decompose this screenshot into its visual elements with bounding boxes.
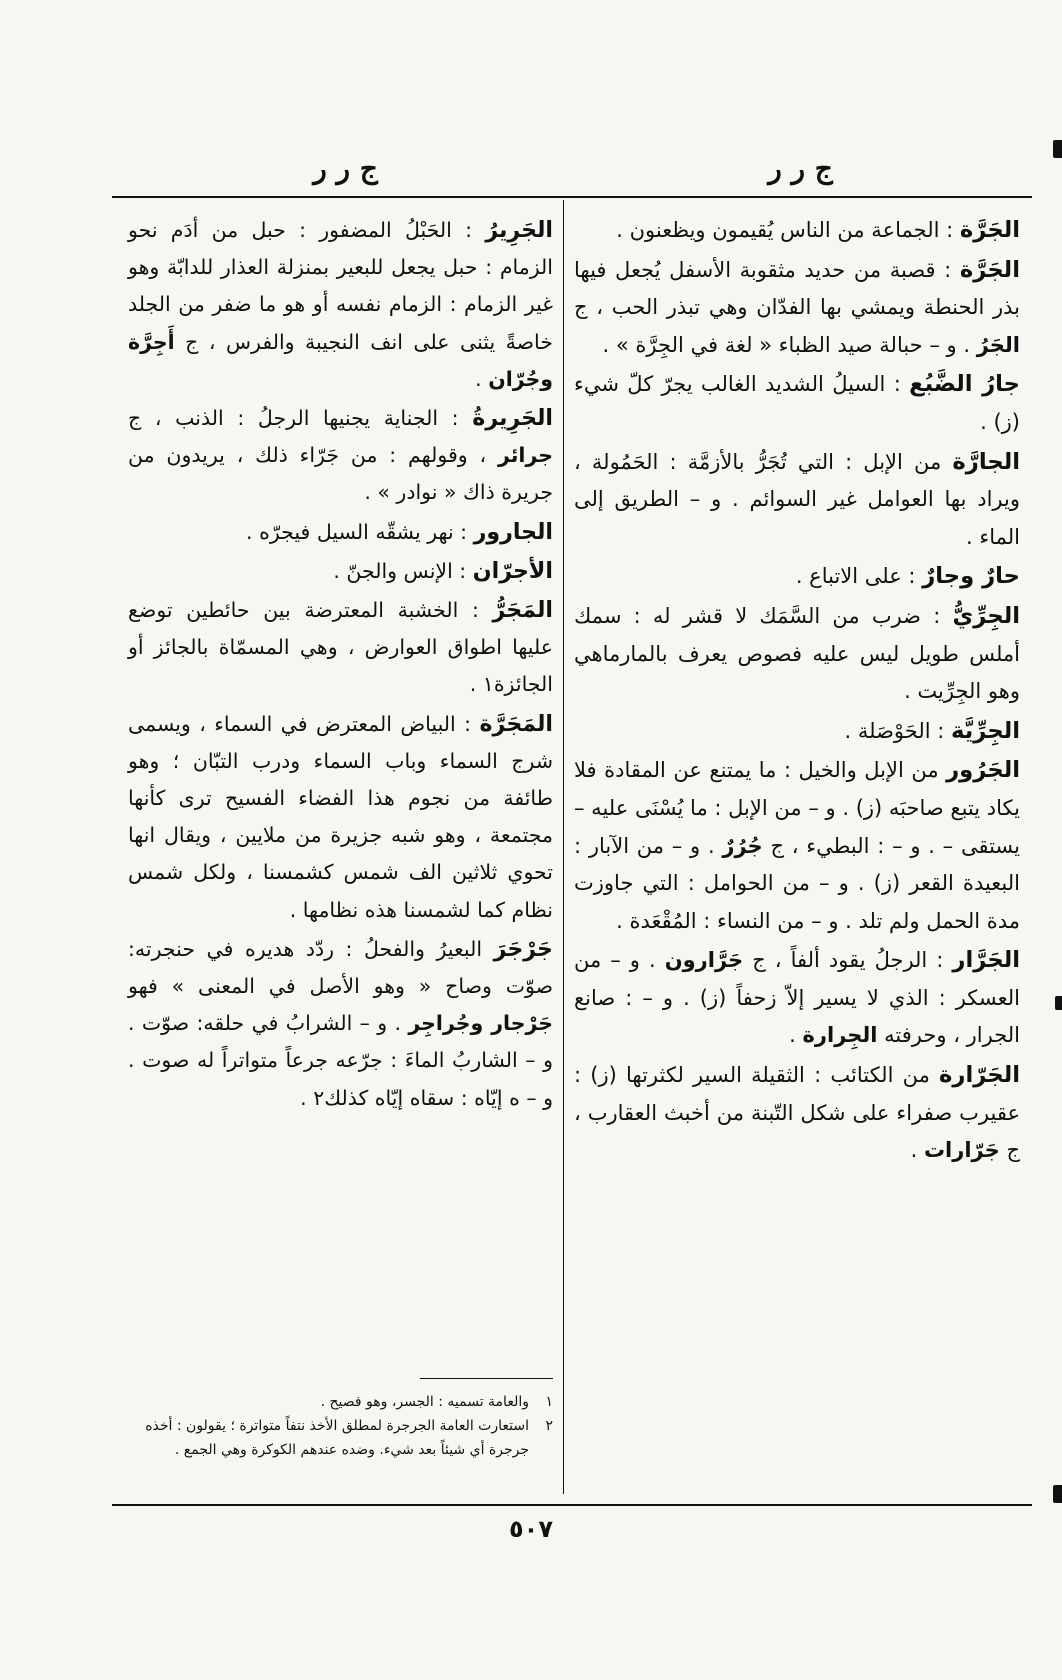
- page-header: [118, 152, 1028, 192]
- entry-plural: جُرُرٌ: [722, 833, 763, 858]
- footnote-text: والعامة تسميه : الجسر، وهو فصيح .: [320, 1394, 529, 1410]
- edge-mark-bottom: [1053, 1485, 1062, 1503]
- entry-headword: حارٌ وجارٌ: [922, 563, 1020, 590]
- entry-headword: الجارور: [473, 518, 553, 545]
- entry-text: : البياض المعترض في السماء ، ويسمى شرج السماء وباب السماء ودرب التبّان ؛ وهو طائفة من نجوم هذا الفضاء الفسيح ترى كأنها مجتمعة ، وهو شبه جزيرة من ملايين ، ويقال انها تحوي ثلاثين الف شمس كشمسنا ، ولكل شمس نظام كما لشمسنا هذه نظامها .: [128, 711, 553, 922]
- entry-text: . و – من الآبار : البعيدة القعر (ز) . و – من الحوامل : التي جاوزت مدة الحمل ولم تلد . و – من النساء : المُقْعَدة .: [574, 833, 1020, 933]
- entry: [574, 443, 1020, 557]
- entry-headword: الجَرَّار: [952, 947, 1020, 974]
- entry-text: .: [910, 1138, 918, 1163]
- entry: [574, 365, 1020, 441]
- right-column: [574, 212, 1020, 1171]
- footnote-number: ٢: [545, 1418, 553, 1434]
- entry-headword: الجَرِيرةُ: [472, 405, 553, 432]
- entry-plural: الجَرُ: [976, 332, 1020, 357]
- entry: [574, 557, 1020, 596]
- entry-text: .: [789, 1023, 796, 1048]
- edge-mark-middle: [1055, 996, 1062, 1010]
- entry-plural: جَرّارات: [923, 1138, 1000, 1163]
- entry: [574, 597, 1020, 711]
- entry-plural: أَجِرَّة وجُرّان: [128, 329, 553, 391]
- entry-headword: المَجَرُّ: [492, 597, 553, 624]
- entry: [574, 941, 1020, 1055]
- entry-text: . و – من العسكر : الذي لا يسير إلاّ زحفاً (ز) . و – : صانع الجرار ، وحرفته: [574, 948, 1020, 1048]
- entry: [128, 705, 553, 929]
- entry-headword: الجارَّة: [952, 448, 1020, 475]
- entry-text: : قصبة من حديد مثقوبة الأسفل يُجعل فيها بذر الحنطة ويمشي بها الفدّان وهي تبذر الحب ، ج: [574, 257, 1020, 320]
- entry: [574, 712, 1020, 751]
- entry-text: : ضرب من السَّمَك لا قشر له : سمك أملس طويل ليس عليه فصوص يعرف بالمارماهي وهو الجِرِّيت .: [574, 603, 1020, 704]
- entry-text: : الحَوْصَلة .: [844, 718, 945, 743]
- entry-text: . و – الشرابُ في حلقه: صوّت . و – الشاربُ الماءَ : جرّعه جرعاً متواتراً له صوت . و – ه إيّاه : سقاه إيّاه كذلك٢ .: [128, 1011, 553, 1110]
- footnote: [128, 1414, 553, 1462]
- entry-text: : الجماعة من الناس يُقيمون ويظعنون .: [616, 218, 954, 242]
- footnote-separator: [420, 1378, 553, 1379]
- entry: [128, 930, 553, 1117]
- footnote-number: ١: [545, 1394, 553, 1410]
- entry-headword: الجَرّارة: [939, 1062, 1020, 1089]
- entry-headword: الأجرّان: [472, 557, 553, 584]
- entry-derived-word: جَرْجار وجُراجِر: [408, 1011, 553, 1036]
- entry: [128, 552, 553, 590]
- edge-mark-top: [1053, 140, 1062, 158]
- footnote-text: استعارت العامة الجرجرة لمطلق الأخذ نتفاً متواترة ؛ يقولون : أخذه جرجرة أي شيئاً بعد شيء. وضده عندهم الكوكرة وهي الجمع .: [145, 1418, 529, 1458]
- entry-headword: الجَرَّة: [959, 256, 1020, 283]
- entry-text: من الكتائب : الثقيلة السير لكثرتها (ز) : عقيرب صفراء على شكل التّبنة من أخبث العقارب ، ج: [574, 1063, 1020, 1163]
- entry-text: : على الاتباع .: [795, 564, 916, 589]
- entry-text: من الإبل : التي تُجَرُّ بالأزمَّة : الحَمُولة ، ويراد بها العوامل غير السوائم . و – الطريق إلى الماء .: [574, 449, 1020, 549]
- entry-headword: الجِرِّيُّ: [952, 602, 1020, 629]
- footer-rule: [112, 1504, 1032, 1506]
- footnote: [128, 1390, 553, 1414]
- entry-text: : الجناية يجنيها الرجلُ : الذنب ، ج: [128, 406, 459, 431]
- left-column: [128, 212, 553, 1118]
- entry-headword: الجِرِّيَّة: [951, 717, 1020, 744]
- entry-text: : الخشبة المعترضة بين حائطين توضع عليها اطواق العوارض ، وهي المسمّاة بالجائز أو الجائزة١ .: [128, 598, 553, 697]
- entry-text: .: [475, 366, 482, 391]
- header-title-right: ج ر ر: [313, 152, 378, 185]
- entry: [574, 751, 1020, 940]
- entry: [574, 251, 1020, 365]
- page-number: ٥٠٧: [509, 1515, 553, 1543]
- entry-headword: جَرْجَرَ: [493, 935, 553, 962]
- entry-text: . و – حبالة صيد الظباء « لغة في الجِرَّة » .: [602, 332, 971, 357]
- entry-text: : الحَبْلُ المضفور : حبل من أدَم نحو الزمام : حبل يجعل للبعير بمنزلة العذار للدابّة وهو غير الزمام : الزمام نفسه أو هو ما ضفر من الجلد خاصةً يثنى على انف النجيبة والفرس ، ج: [128, 218, 553, 354]
- footnotes: [128, 1390, 553, 1462]
- entry-text: : الإنس والجنّ .: [333, 558, 467, 583]
- entry: [128, 591, 553, 704]
- entry-headword: الجَرُور: [946, 757, 1020, 784]
- entry: [128, 513, 553, 551]
- entry-text: : نهر يشقّه السيل فيجرّه .: [246, 519, 468, 544]
- entry-headword: جارُ الضَّبُع: [909, 371, 1020, 398]
- entry-plural: جَرَّارون: [664, 948, 744, 973]
- entry-text: من الإبل والخيل : ما يمتنع عن المقادة فلا يكاد يتبع صاحبَه (ز) . و – من الإبل : ما يُسْنَى عليه – يستقى – . و – : البطيء ، ج: [574, 758, 1020, 858]
- header-rule: [112, 196, 1032, 198]
- entry-text: : السيلُ الشديد الغالب يجرّ كلّ شيء (ز) .: [574, 372, 1020, 434]
- entry-derived-word: الجِرارة: [802, 1023, 878, 1048]
- entry-text: ، وقولهم : من جَرّاء ذلك ، يريدون من جريرة ذاك « نوادر » .: [128, 443, 553, 505]
- entry-text: : الرجلُ يقود ألفاً ، ج: [752, 948, 944, 973]
- entry-text: البعيرُ والفحلُ : ردّد هديره في حنجرته: صوّت وصاح « وهو الأصل في المعنى » فهو: [128, 936, 553, 999]
- entry: [128, 399, 553, 512]
- column-divider: [563, 200, 564, 1494]
- entry: [128, 212, 553, 398]
- entry-headword: الجَرِيرُ: [485, 217, 553, 243]
- entry: [574, 1056, 1020, 1170]
- entry-plural: جرائر: [497, 443, 553, 468]
- header-title-left: ج ر ر: [768, 152, 833, 185]
- entry-headword: الجَرَّة: [959, 217, 1020, 243]
- entry-headword: المَجَرَّة: [479, 710, 553, 737]
- entry: [574, 212, 1020, 250]
